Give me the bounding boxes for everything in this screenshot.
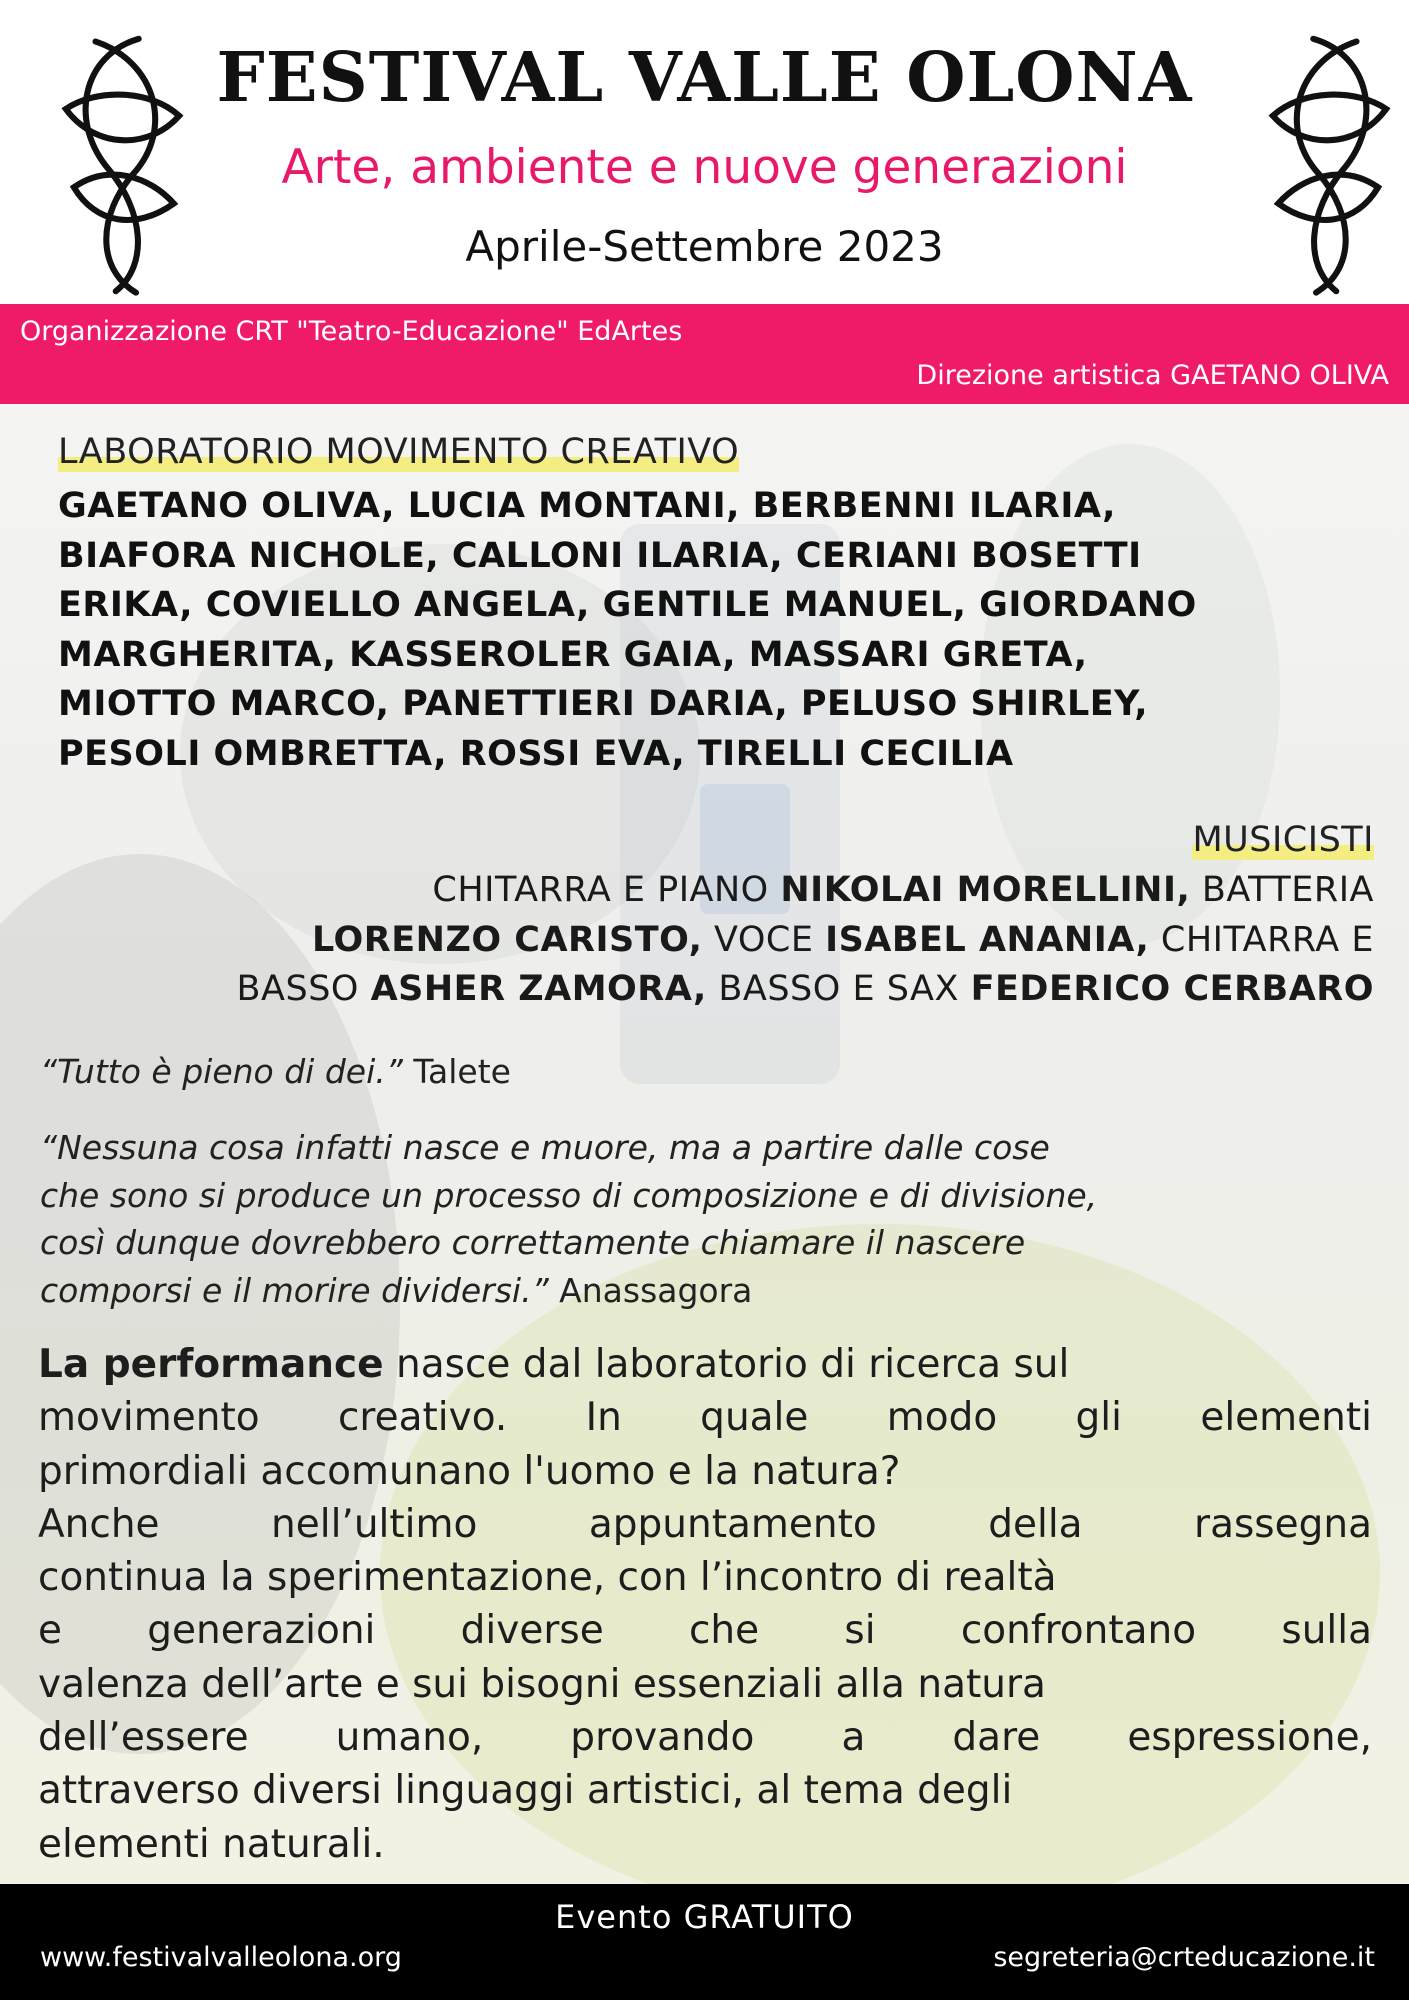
artistic-direction-text: Direzione artistica GAETANO OLIVA [916, 360, 1389, 391]
free-event-label: Evento GRATUITO [555, 1898, 854, 1936]
participants-line: MIOTTO MARCO, PANETTIERI DARIA, PELUSO SHIRLEY, [58, 684, 1149, 724]
description-line [38, 1338, 1372, 1391]
instrument-label: CHITARRA E PIANO [432, 870, 781, 910]
quote-line: così dunque dovrebbero correttamente chiamare il nascere [40, 1223, 1026, 1262]
musicians-line [237, 866, 1374, 916]
lab-heading-text: LABORATORIO MOVIMENTO CREATIVO [58, 432, 740, 472]
description-line: attraverso diversi linguaggi artistici, al tema degli [38, 1768, 1013, 1814]
musician-name: ISABEL ANANIA, [825, 919, 1150, 960]
instrument-label: CHITARRA E [1149, 919, 1374, 960]
quote-author: Talete [402, 1052, 511, 1091]
poster-header [0, 0, 1409, 300]
lab-participants [58, 482, 1398, 779]
musician-name: ASHER ZAMORA, [370, 969, 707, 1009]
description-line: e generazioni diverse che si confrontano sulla [38, 1608, 1372, 1654]
quote-anassagora [40, 1124, 1097, 1314]
instrument-label: BASSO [236, 969, 371, 1009]
instrument-label: BASSO E SAX [706, 969, 971, 1009]
musician-name: LORENZO CARISTO, [311, 919, 703, 960]
musician-name: FEDERICO CERBARO [970, 969, 1374, 1009]
lab-heading [58, 432, 739, 472]
quote-line [40, 1267, 1097, 1315]
quote-author: Anassagora [548, 1270, 753, 1310]
organization-band [0, 304, 1409, 404]
website-link[interactable]: www.festivalvalleolona.org [40, 1942, 402, 1973]
description-line: elementi naturali. [38, 1821, 385, 1867]
participants-line: BIAFORA NICHOLE, CALLONI ILARIA, CERIANI BOSETTI [58, 535, 1142, 576]
poster-footer [0, 1884, 1409, 2000]
musicians-list [237, 866, 1374, 1015]
description-lead: La performance [38, 1342, 384, 1387]
description-line: Anche nell’ultimo appuntamento della rassegna [38, 1501, 1372, 1547]
description-line: primordiali accomunano l'uomo e la natura? [38, 1448, 901, 1494]
instrument-label: BATTERIA [1190, 870, 1374, 910]
description-line: continua la sperimentazione, con l’incontro di realtà [38, 1555, 1057, 1601]
description-line: dell’essere umano, provando a dare espressione, [38, 1715, 1372, 1761]
description-line: valenza dell’arte e sui bisogni essenziali alla natura [38, 1661, 1046, 1707]
instrument-label: VOCE [702, 919, 826, 960]
quote-text: comporsi e il morire dividersi.” [40, 1270, 549, 1310]
festival-title: FESTIVAL VALLE OLONA [216, 38, 1193, 118]
description-text: nasce dal laboratorio di ricerca sul [383, 1342, 1070, 1387]
participants-line: GAETANO OLIVA, LUCIA MONTANI, BERBENNI ILARIA, [58, 486, 1116, 526]
performance-description [38, 1338, 1372, 1871]
organization-text: Organizzazione CRT "Teatro-Educazione" EdArtes [20, 316, 683, 347]
festival-subtitle: Arte, ambiente e nuove generazioni [281, 140, 1128, 195]
musicians-heading-text: MUSICISTI [1192, 820, 1374, 860]
quote-line: “Nessuna cosa infatti nasce e muore, ma a partire dalle cose [40, 1128, 1050, 1167]
quote-line: che sono si produce un processo di composizione e di divisione, [40, 1175, 1098, 1215]
description-line: movimento creativo. In quale modo gli elementi [38, 1395, 1372, 1441]
musicians-line [237, 916, 1374, 966]
participants-line: MARGHERITA, KASSEROLER GAIA, MASSARI GRETA, [58, 634, 1088, 675]
festival-dates: Aprile-Settembre 2023 [465, 222, 944, 271]
musicians-line [237, 965, 1374, 1015]
participants-line: PESOLI OMBRETTA, ROSSI EVA, TIRELLI CECILIA [58, 733, 1014, 774]
quote-text: “Tutto è pieno di dei.” [40, 1052, 403, 1091]
participants-line: ERIKA, COVIELLO ANGELA, GENTILE MANUEL, GIORDANO [58, 585, 1197, 625]
musician-name: NIKOLAI MORELLINI, [780, 870, 1191, 910]
musicians-heading [1192, 820, 1374, 860]
email-link[interactable]: segreteria@crteducazione.it [993, 1942, 1375, 1973]
quote-talete [40, 1052, 511, 1091]
